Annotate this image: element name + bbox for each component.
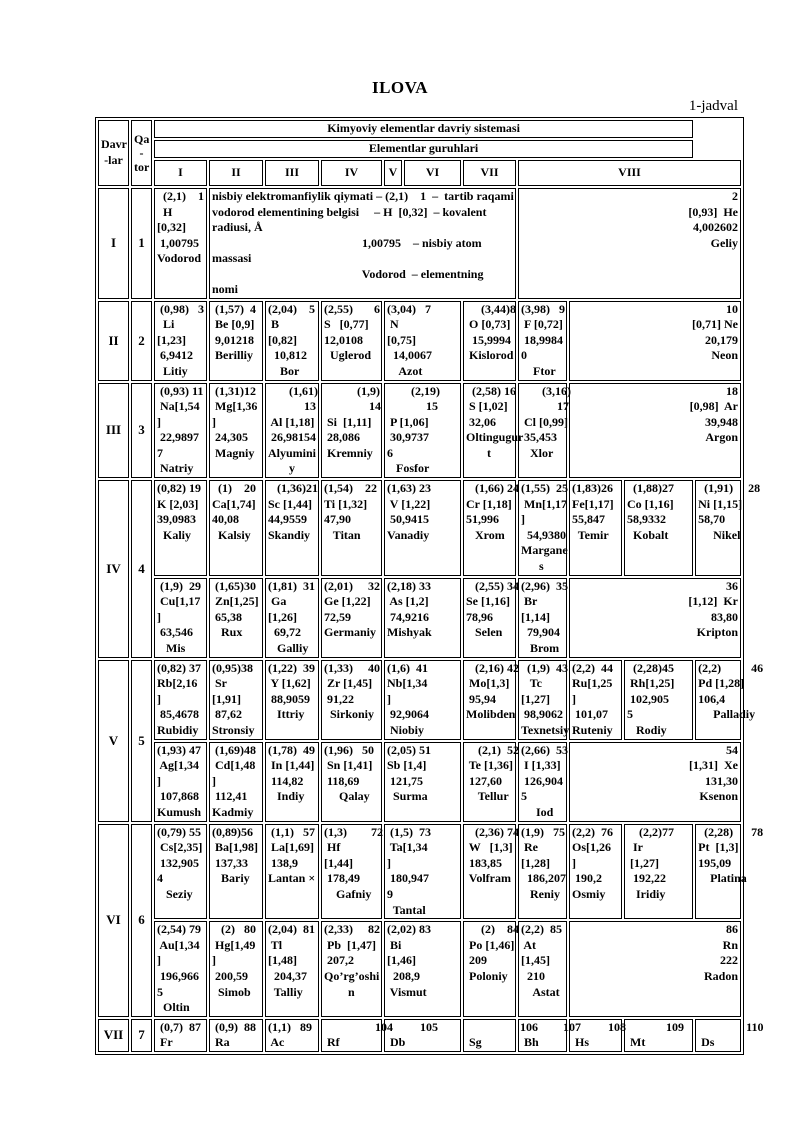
- element-cell-pd: (2,2) 46 Pd [1,28] 106,4 Palladiy: [698, 660, 764, 722]
- period-number: VI: [98, 824, 129, 1017]
- element-cell-ir: (2,2)77 Ir [1,27] 192,22 Iridiy: [630, 824, 674, 901]
- element-cell-hg: (2) 80 Hg[1,49 ] 200,59 Simob: [212, 922, 256, 999]
- element-cell-ds: 110 Ds: [701, 1019, 764, 1050]
- element-cell-ag: (1,93) 47 Ag[1,34 ] 107,868 Kumush: [157, 742, 202, 819]
- element-cell-ne: 10 [0,71] Ne 20,179 Neon: [692, 301, 738, 363]
- row-number: 7: [131, 1019, 152, 1052]
- element-cell-o: (3,44)8 O [0,73] 15,9994 Kislorod: [469, 301, 516, 363]
- element-cell-mn: (1,55) 25 Mn[1,17 ] 54,9380 Margane s: [521, 481, 568, 574]
- element-cell-ac: (1,1) 89 Ac: [268, 1019, 312, 1050]
- table-caption: Kimyoviy elementlar davriy sistemasi: [154, 120, 693, 138]
- element-cell-sg: 106 Sg: [469, 1019, 538, 1050]
- period-number: I: [98, 188, 129, 299]
- group-v: V: [384, 160, 402, 186]
- element-cell-ru: (2,2) 44 Ru[1,25 ] 101,07 Ruteniy: [572, 660, 613, 737]
- element-cell-ti: (1,54) 22 Ti [1,32] 47,90 Titan: [324, 481, 377, 542]
- element-cell-se: (2,55) 34 Se [1,16] 78,96 Selen: [466, 578, 519, 640]
- element-cell-bh: 107 Bh: [524, 1019, 581, 1050]
- element-cell-s: (2,58) 16 S [1,02] 32,06 Oltingugur t: [466, 383, 524, 460]
- period-header: Davr -lar: [98, 120, 129, 186]
- element-cell-be: (1,57) 4 Be [0,9] 9,01218 Berilliy: [215, 301, 256, 363]
- period-number: IV: [98, 480, 129, 658]
- element-cell-os: (2,2) 76 Os[1,26 ] 190,2 Osmiy: [572, 824, 613, 901]
- element-cell-v: (1,63) 23 V [1,22] 50,9415 Vanadiy: [387, 481, 431, 542]
- element-cell-pt: (2,28) 78 Pt [1,3] 195,09 Platina: [698, 824, 764, 886]
- element-cell-mg: (1,31)12 Mg[1,36 ] 24,305 Magniy: [212, 383, 258, 460]
- element-cell-mo: (2,16) 42 Mo[1,3] 95,94 Molibden: [466, 660, 519, 722]
- element-cell-pb: (2,33) 82 Pb [1,47] 207,2 Qo’rg’oshi n: [324, 922, 380, 999]
- element-cell-fe: (1,83)26 Fe[1,17] 55,847 Temir: [572, 481, 614, 542]
- element-cell-kr: 36 [1,12] Kr 83,80 Kripton: [688, 578, 738, 640]
- element-cell-cs: (0,79) 55 Cs[2,35] 132,905 4 Seziy: [157, 824, 203, 901]
- element-cell-sr: (0,95)38 Sr [1,91] 87,62 Stronsiy: [212, 660, 255, 737]
- element-cell-nb: (1,6) 41 Nb[1,34 ] 92,9064 Niobiy: [387, 660, 429, 737]
- element-cell-as: (2,18) 33 As [1,2] 74,9216 Mishyak: [387, 578, 432, 640]
- element-cell-li: (0,98) 3 Li [1,23] 6,9412 Litiy: [157, 301, 204, 378]
- row-number: 1: [131, 188, 152, 299]
- element-cell-co: (1,88)27 Co [1,16] 58,9332 Kobalt: [627, 481, 674, 542]
- element-cell-tl: (2,04) 81 Tl [1,48] 204,37 Talliy: [268, 922, 315, 999]
- element-cell-cd: (1,69)48 Cd[1,48 ] 112,41 Kadmiy: [212, 742, 256, 819]
- element-cell-k: (0,82) 19 K [2,03] 39,0983 Kaliy: [157, 481, 201, 542]
- element-cell-br: (2,96) 35 Br [1,14] 79,904 Brom: [521, 578, 568, 655]
- element-cell-zr: (1,33) 40 Zr [1,45] 91,22 Sirkoniy: [324, 660, 380, 722]
- row-header: Qa - tor: [131, 120, 152, 186]
- element-cell-po: (2) 84 Po [1,46] 209 Poloniy: [469, 922, 519, 983]
- element-cell-hs: 108 Hs: [575, 1019, 626, 1050]
- row-number: 4: [131, 480, 152, 658]
- row-number: 5: [131, 660, 152, 822]
- element-cell-rh: (2,28)45 Rh[1,25] 102,905 5 Rodiy: [627, 660, 675, 737]
- element-cell-ca: (1) 20 Ca[1,74] 40,08 Kalsiy: [212, 481, 256, 542]
- element-cell-rf: 104 Rf: [327, 1019, 393, 1050]
- element-cell-ar: 18 [0,98] Ar 39,948 Argon: [689, 383, 738, 445]
- groups-header: Elementlar guruhlari: [154, 140, 693, 158]
- element-cell-fr: (0,7) 87 Fr: [160, 1019, 201, 1050]
- element-cell-c: (2,55) 6 S [0,77] 12,0108 Uglerod: [324, 301, 380, 363]
- element-cell-ga: (1,81) 31 Ga [1,26] 69,72 Galliy: [268, 578, 315, 655]
- element-cell-ge: (2,01) 32 Ge [1,22] 72,59 Germaniy: [324, 578, 380, 640]
- element-cell-f: (3,98) 9 F [0,72] 18,9984 0 Ftor: [521, 301, 565, 378]
- element-cell-xe: 54 [1,31] Xe 131,30 Ksenon: [689, 742, 738, 804]
- legend-text: nisbiy elektromanfiylik qiymati – (2,1) 1 – tartib raqami vodorod elementining belgisi – H [0,32] – kovalent radiusi, Å 1,00795 – nisbiy atom massasi Vodorod – elementning nomi: [212, 189, 514, 296]
- element-cell-cl: (3,16) 17 Cl [0,99] 35,453 Xlor: [524, 383, 571, 460]
- element-cell-sb: (2,05) 51 Sb [1,4] 121,75 Surma: [387, 742, 431, 804]
- row-number: 3: [131, 383, 152, 479]
- group-iii: III: [265, 160, 319, 186]
- element-cell-la: (1,1) 57 La[1,69] 138,9 Lantan ×: [268, 824, 316, 886]
- element-cell-rb: (0,82) 37 Rb[2,16 ] 85,4678 Rubidiy: [157, 660, 201, 737]
- element-cell-zn: (1,65)30 Zn[1,25] 65,38 Rux: [215, 578, 259, 640]
- group-ii: II: [209, 160, 263, 186]
- element-cell-n: (3,04) 7 N [0,75] 14,0067 Azot: [387, 301, 432, 378]
- element-cell-tc: (1,9) 43 Tc [1,27] 98,9062 Texnetsiy: [521, 660, 570, 737]
- element-cell-ni: (1,91) 28 Ni [1,15] 58,70 Nikel: [698, 481, 761, 542]
- element-cell-ta: (1,5) 73 Ta[1,34 ] 180,947 9 Tantal: [387, 824, 431, 917]
- element-cell-au: (2,54) 79 Au[1,34 ] 196,966 5 Oltin: [157, 922, 201, 1015]
- element-cell-na: (0,93) 11 Na[1,54 ] 22,9897 7 Natriy: [157, 383, 204, 476]
- element-cell-mt: 109 Mt: [630, 1019, 684, 1050]
- row-number: 2: [131, 301, 152, 381]
- element-cell-ba: (0,89)56 Ba[1,98] 137,33 Bariy: [212, 824, 258, 886]
- table-number: 1-jadval: [688, 98, 738, 114]
- element-cell-db: 105 Db: [390, 1019, 438, 1050]
- group-iv: IV: [321, 160, 382, 186]
- element-cell-he: 2 [0,93] He 4,002602 Geliy: [688, 189, 738, 250]
- element-cell-te: (2,1) 52 Te [1,36] 127,60 Tellur: [468, 742, 519, 804]
- element-cell-at: (2,2) 85 At [1,45] 210 Astat: [521, 922, 562, 999]
- period-number: V: [98, 660, 129, 822]
- group-vi: VI: [404, 160, 461, 186]
- group-vii: VII: [463, 160, 516, 186]
- group-i: I: [154, 160, 207, 186]
- element-cell-cu: (1,9) 29 Cu[1,17 ] 63,546 Mis: [157, 578, 201, 655]
- element-cell-w: (2,36) 74 W [1,3] 183,85 Volfram: [468, 824, 519, 886]
- period-number: II: [98, 301, 129, 381]
- element-cell-y: (1,22) 39 Y [1,62] 88,9059 Ittriy: [268, 660, 315, 722]
- period-number: III: [98, 383, 129, 479]
- periodic-table: [95, 117, 764, 1055]
- element-cell-bi: (2,02) 83 Bi [1,46] 208,9 Vismut: [387, 922, 431, 999]
- element-cell-si: (1,9) 14 Si [1,11] 28,086 Kremniy: [327, 383, 381, 460]
- element-cell-hf: (1,3) 72 Hf [1,44] 178,49 Gafniy: [324, 824, 383, 901]
- element-cell-al: (1,61) 13 Al [1,18] 26,98154 Alyumini y: [268, 383, 318, 476]
- element-cell-p: (2,19) 15 P [1,06] 30,9737 6 Fosfor: [387, 383, 440, 476]
- element-cell-h: (2,1) 1 H [0,32] 1,00795 Vodorod: [157, 189, 204, 266]
- element-cell-in: (1,78) 49 In [1,44] 114,82 Indiy: [268, 742, 315, 804]
- page-title: ILOVA: [371, 78, 429, 97]
- group-viii: VIII: [518, 160, 741, 186]
- element-cell-re: (1,9) 75 Re [1,28] 186,207 Reniy: [521, 824, 566, 901]
- element-cell-cr: (1,66) 24 Cr [1,18] 51,996 Xrom: [466, 481, 519, 542]
- period-number: VII: [98, 1019, 129, 1052]
- element-cell-sc: (1,36)21 Sc [1,44] 44,9559 Skandiy: [268, 481, 318, 542]
- element-cell-i: (2,66) 53 I [1,33] 126,904 5 Iod: [521, 742, 568, 819]
- element-cell-rn: 86 Rn 222 Radon: [703, 922, 738, 983]
- element-cell-ra: (0,9) 88 Ra: [215, 1019, 256, 1050]
- element-cell-b: (2,04) 5 B [0,82] 10,812 Bor: [268, 301, 315, 378]
- element-cell-sn: (1,96) 50 Sn [1,41] 118,69 Qalay: [324, 742, 374, 804]
- row-number: 6: [131, 824, 152, 1017]
